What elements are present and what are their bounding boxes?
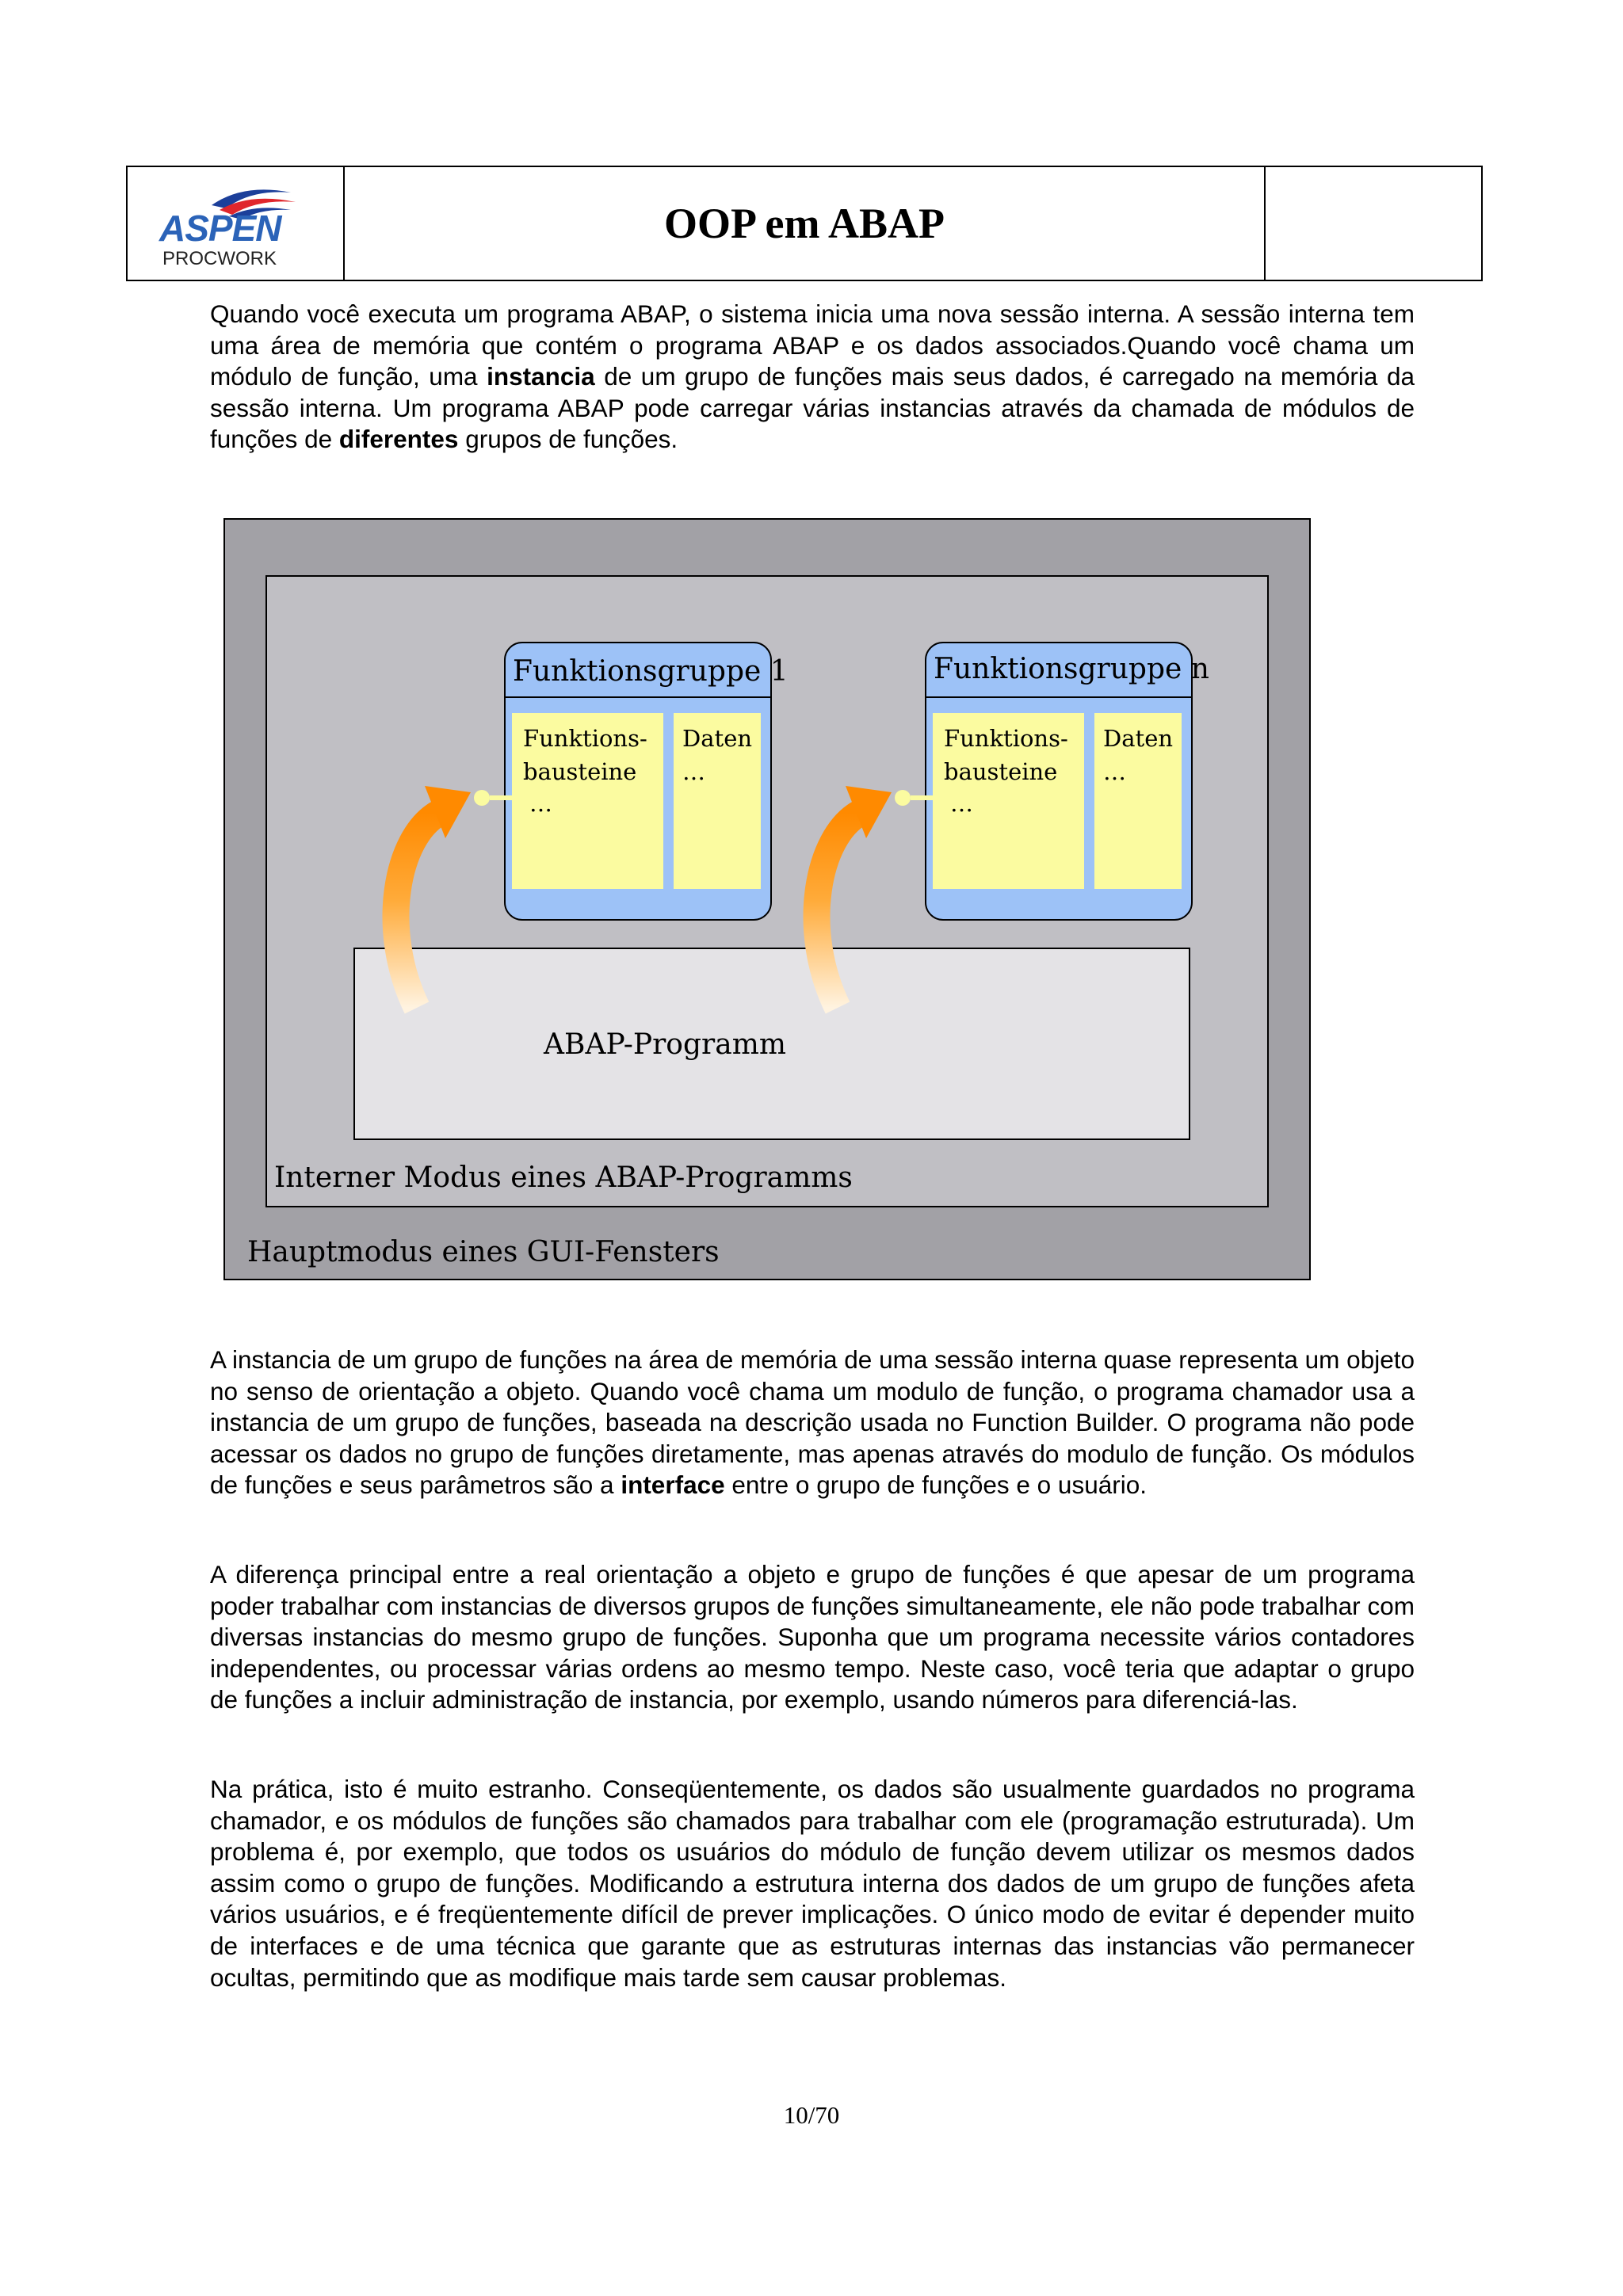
logo-aspen-text: ASPEN <box>159 208 281 249</box>
diagram-canvas <box>223 518 1311 1280</box>
document-title: OOP em ABAP <box>664 200 945 247</box>
function-group-n-title: Funktionsgruppe n <box>934 653 1209 685</box>
fg1-modules-line3: … <box>529 790 552 817</box>
fgn-modules-line1: Funktions- <box>944 725 1068 752</box>
paragraph-2 <box>210 1344 1415 1501</box>
fgn-data-line2: … <box>1103 758 1126 785</box>
main-mode-label: Hauptmodus eines GUI-Fensters <box>247 1236 720 1268</box>
abap-program-label: ABAP-Programm <box>544 1028 786 1061</box>
internal-mode-label: Interner Modus eines ABAP-Programms <box>274 1161 853 1194</box>
paragraph-2-text-c: entre o grupo de funções e o usuário. <box>724 1470 1147 1500</box>
company-logo <box>128 167 345 280</box>
function-group-diagram <box>223 518 1311 1280</box>
function-group-1-title: Funktionsgruppe 1 <box>513 655 789 688</box>
paragraph-1 <box>210 299 1415 456</box>
fg1-data-line1: Daten <box>682 725 753 752</box>
paragraph-2-bold-interface: interface <box>621 1470 725 1500</box>
document-header <box>126 166 1483 281</box>
function-group-1-connector <box>474 790 490 806</box>
function-group-n-connector <box>895 790 911 806</box>
fgn-modules-line3: … <box>950 790 973 817</box>
paragraph-1-text-e: grupos de funções. <box>458 425 678 454</box>
paragraph-1-text-a: Quando você executa um programa ABAP, o sistema inicia uma nova sessão interna. A sessão interna tem uma área de memória que contém o programa ABAP e os dados associados.Quando você chama um módulo de função, uma <box>210 299 1415 391</box>
paragraph-4: Na prática, isto é muito estranho. Conseqüentemente, os dados são usualmente guardados no programa chamador, e os módulos de funções são chamados para trabalhar com ele (programação estruturada). Um problema é, por exemplo, que todos os usuários do módulo de função devem utilizar os mesmos dados assim como o grupo de funções. Modificando a estrutura interna dos dados de um grupo de funções afeta vários usuários, e é freqüentemente difícil de prever implicações. O único modo de evitar é depender muito de interfaces e de uma técnica que garante que as estruturas internas das instancias vão permanecer ocultas, permitindo que as modifique mais tarde sem causar problemas. <box>210 1775 1415 1992</box>
page-number: 10/70 <box>783 2101 840 2129</box>
fg1-modules-line2: bausteine <box>523 758 637 785</box>
logo-procwork-text: PROCWORK <box>162 248 277 269</box>
paragraph-1-text-c: de um grupo de funções mais seus dados, é carregado na memória da sessão interna. Um programa ABAP pode carregar várias instancias através da chamada de módulos de funções de <box>210 362 1415 454</box>
fgn-data-line1: Daten <box>1103 725 1174 752</box>
paragraph-1-bold-instancia: instancia <box>487 362 595 391</box>
paragraph-1-bold-diferentes: diferentes <box>338 425 459 454</box>
document-title-cell <box>345 167 1266 280</box>
fg1-modules-line1: Funktions- <box>523 725 647 752</box>
paragraph-2-text-a: A instancia de um grupo de funções na área de memória de uma sessão interna quase representa um objeto no senso de orientação a objeto. Quando você chama um modulo de função, o programa chamador usa a instancia de um grupo de funções, baseada na descrição usada no Function Builder. O programa não pode acessar os dados no grupo de funções diretamente, mas apenas através do modulo de função. Os módulos de funções e seus parâmetros são a <box>210 1345 1415 1500</box>
paragraph-3: A diferença principal entre a real orientação a objeto e grupo de funções é que apesar de um programa poder trabalhar com instancias de diversos grupos de funções simultaneamente, ele não pode trabalhar com diversas instancias do mesmo grupo de funções. Suponha que um programa necessite vários contadores independentes, ou processar várias ordens ao mesmo tempo. Neste caso, você teria que adaptar o grupo de funções a incluir administração de instancia, por exemplo, usando números para diferenciá-las. <box>210 1560 1415 1714</box>
header-empty-cell <box>1266 167 1481 280</box>
fgn-modules-line2: bausteine <box>944 758 1058 785</box>
fg1-data-line2: … <box>682 758 705 785</box>
